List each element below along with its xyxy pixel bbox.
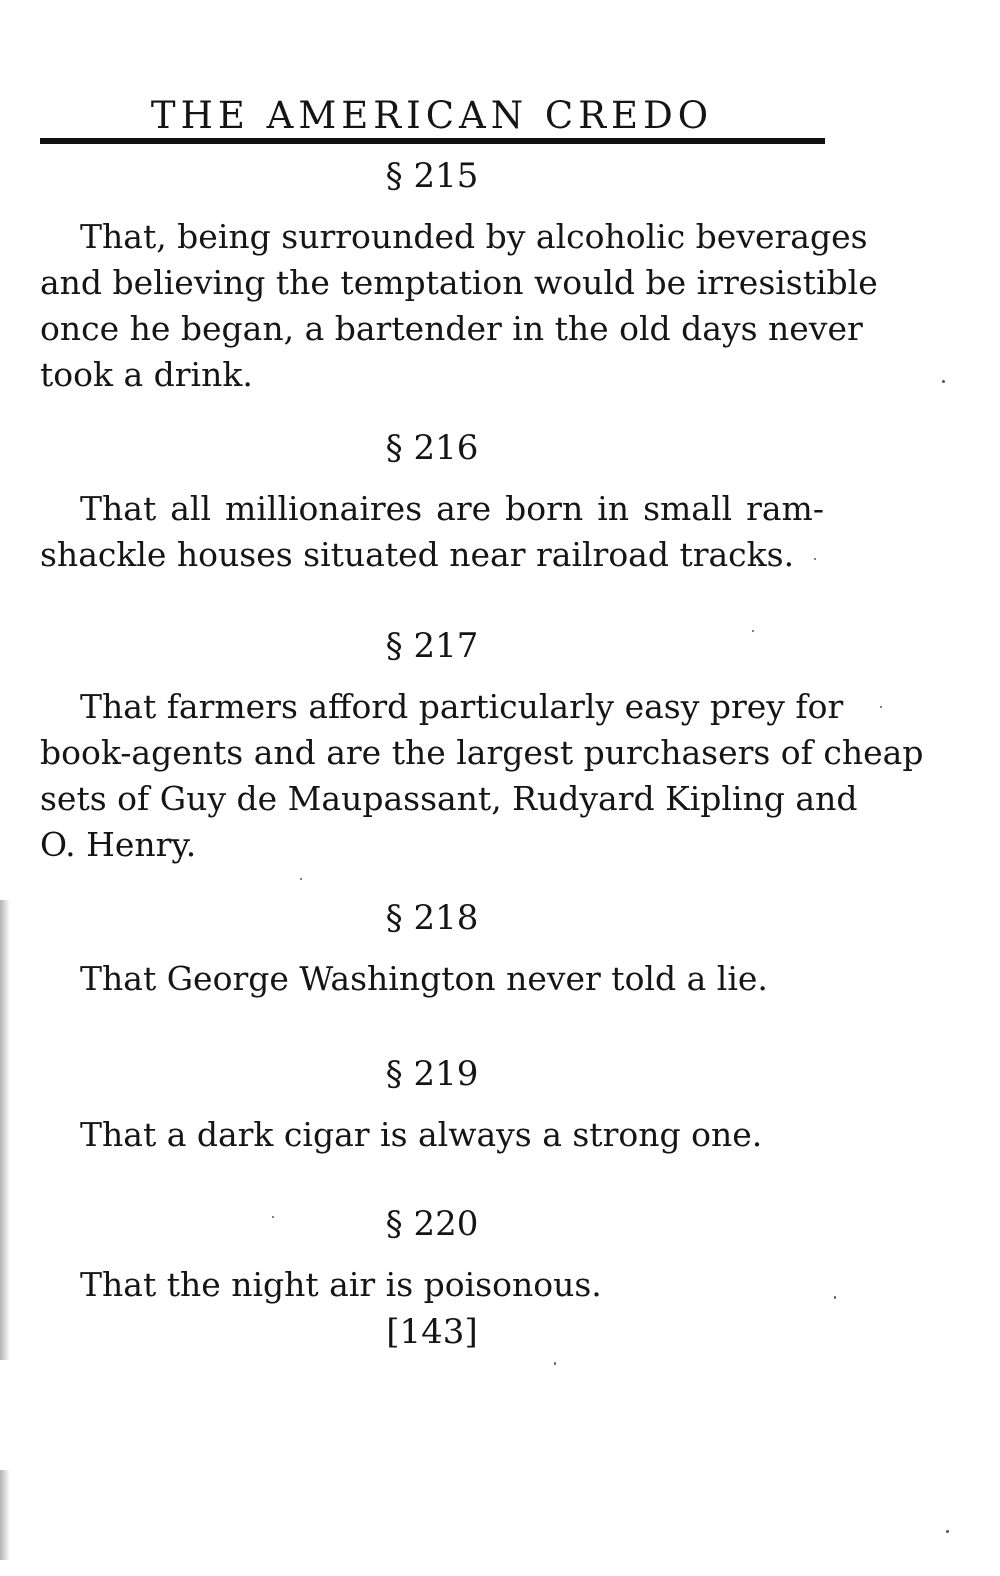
section-218-line-1: That George Washington never told a lie.: [80, 959, 768, 998]
speck: [814, 558, 816, 560]
section-219-line-1: That a dark cigar is always a strong one.: [80, 1115, 763, 1154]
speck: [752, 630, 754, 632]
section-217-line-3: sets of Guy de Maupassant, Rudyard Kipling and: [40, 779, 858, 818]
speck: [834, 1296, 836, 1299]
section-text-217: [40, 684, 924, 868]
binding-shadow-lower: [0, 1470, 10, 1560]
speck: [946, 1530, 949, 1533]
speck: [272, 1216, 274, 1218]
section-217-line-2: book-agents and are the largest purchasers of cheap: [40, 733, 924, 772]
speck: [300, 878, 302, 880]
section-text-220: [40, 1262, 824, 1308]
page-number: [143]: [386, 1312, 478, 1352]
section-text-218: [40, 956, 824, 1002]
section-number-216: § 216: [385, 428, 479, 468]
section-number-219: § 219: [385, 1054, 479, 1094]
speck: [942, 380, 945, 383]
section-215-line-1: That, being surrounded by alcoholic beverages: [80, 217, 868, 256]
section-number-215: § 215: [385, 156, 479, 196]
section-217-line-1: That farmers afford particularly easy prey for: [80, 687, 844, 726]
running-head: THE AMERICAN CREDO: [150, 94, 714, 137]
section-216-line-2: shackle houses situated near railroad tracks.: [40, 535, 795, 574]
section-215-line-2: and believing the temptation would be irresistible: [40, 263, 878, 302]
section-text-215: [40, 214, 878, 398]
speck: [880, 706, 882, 708]
section-216-line-1: That all millionaires are born in small ram-: [80, 489, 824, 528]
section-text-219: [40, 1112, 824, 1158]
header-rule: [40, 138, 825, 144]
section-number-220: § 220: [385, 1204, 479, 1244]
speck: [554, 1362, 556, 1365]
section-215-line-4: took a drink.: [40, 355, 253, 394]
binding-shadow: [0, 900, 10, 1360]
section-text-216: [40, 486, 824, 578]
section-220-line-1: That the night air is poisonous.: [80, 1265, 602, 1304]
section-number-217: § 217: [385, 626, 479, 666]
section-217-line-4: O. Henry.: [40, 825, 197, 864]
section-215-line-3: once he began, a bartender in the old days never: [40, 309, 863, 348]
section-number-218: § 218: [385, 898, 479, 938]
